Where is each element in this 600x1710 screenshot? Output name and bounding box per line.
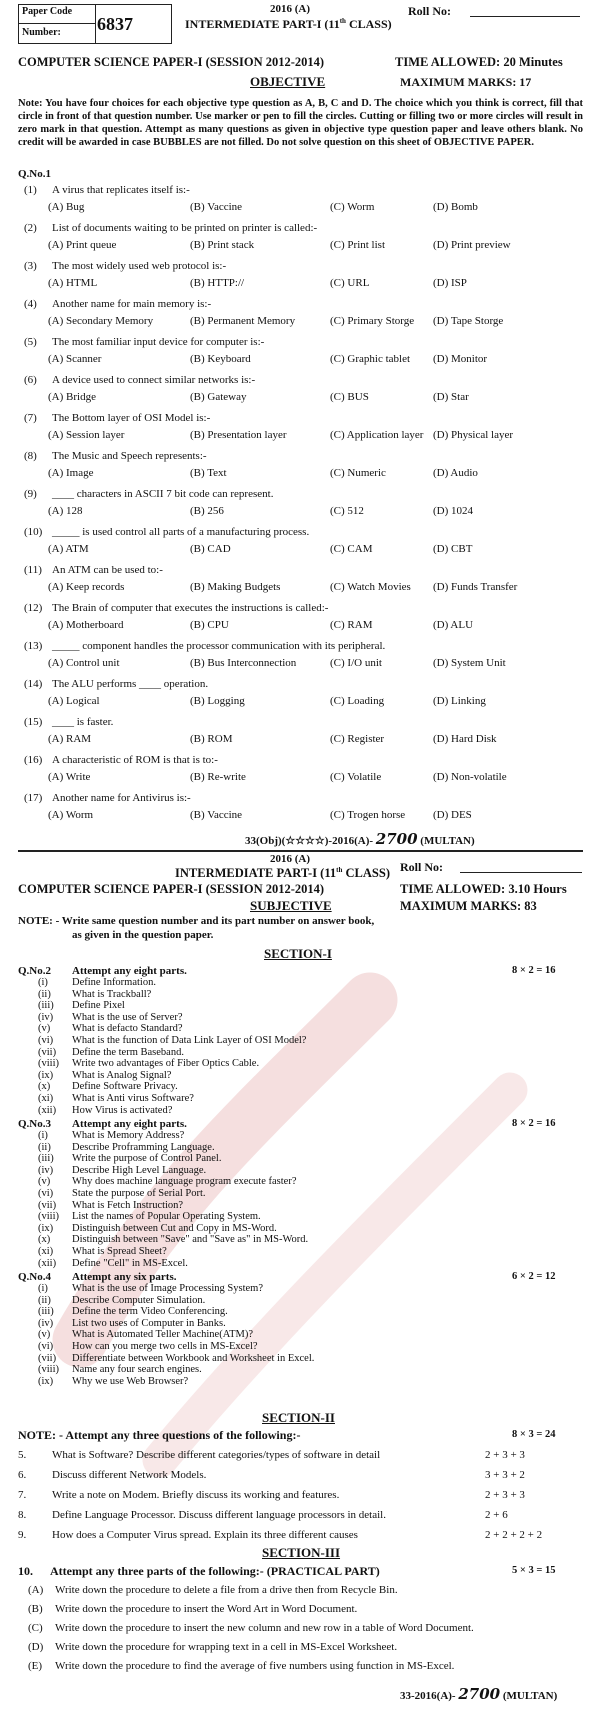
- part-text: Describe High Level Language.: [72, 1164, 207, 1176]
- part-number: (iii): [38, 1306, 54, 1318]
- practical-letter: (C): [28, 1622, 43, 1634]
- option-d: (D) CBT: [433, 543, 473, 555]
- practical-text: Write down the procedure to delete a file from a drive then from Recycle Bin.: [55, 1584, 398, 1596]
- question-text: A characteristic of ROM is that is to:-: [52, 754, 218, 766]
- question-number: (13): [24, 640, 43, 652]
- part-number: (vii): [38, 1046, 57, 1058]
- option-d: (D) Bomb: [433, 201, 478, 213]
- question-number: (2): [24, 222, 37, 234]
- part-text: List two uses of Computer in Banks.: [72, 1317, 226, 1329]
- part-number: (viii): [38, 1058, 59, 1070]
- option-d: (D) Star: [433, 391, 469, 403]
- option-a: (A) Secondary Memory: [48, 315, 154, 327]
- part-number: (iii): [38, 1153, 54, 1165]
- footer-city: (MULTAN): [420, 835, 475, 847]
- option-b: (B) Gateway: [190, 391, 247, 403]
- long-marks: 2 + 2 + 2 + 2: [485, 1529, 543, 1541]
- footer-city: (MULTAN): [502, 1690, 558, 1702]
- question-instruction: Attempt any eight parts.: [72, 1118, 187, 1130]
- part-text: Distinguish between "Save" and "Save as" in MS-Word.: [72, 1234, 309, 1246]
- option-d: (D) DES: [433, 809, 472, 821]
- question-text: The ALU performs ____ operation.: [52, 678, 209, 690]
- option-a: (A) Image: [48, 467, 94, 479]
- part-text: List the names of Popular Operating System.: [72, 1211, 261, 1223]
- exam-year: 2016 (A): [270, 3, 311, 15]
- option-b: (B) CPU: [190, 619, 229, 631]
- subjective-note: NOTE: - Write same question number and its part number on answer book,: [18, 915, 375, 927]
- option-c: (C) RAM: [330, 619, 373, 631]
- part-number: (v): [38, 1176, 51, 1188]
- option-c: (C) Loading: [330, 695, 385, 707]
- q10-instruction: Attempt any three parts of the following:- (PRACTICAL PART): [50, 1564, 380, 1578]
- practical-letter: (A): [28, 1584, 44, 1596]
- part-number: (ix): [38, 1375, 54, 1387]
- option-d: (D) ISP: [433, 277, 467, 289]
- subjective-max-marks: MAXIMUM MARKS: 83: [400, 899, 537, 913]
- question-number: (17): [24, 792, 43, 804]
- option-a: (A) HTML: [48, 277, 98, 289]
- question-text: _____ is used control all parts of a manufacturing process.: [52, 526, 310, 538]
- part-number: (iv): [38, 1164, 54, 1176]
- part-text: What is Automated Teller Machine(ATM)?: [72, 1329, 254, 1341]
- part-number: (ii): [38, 1294, 51, 1306]
- question-number: (5): [24, 336, 37, 348]
- part-number: (v): [38, 1023, 51, 1035]
- option-a: (A) ATM: [48, 543, 89, 555]
- option-a: (A) Write: [48, 771, 91, 783]
- option-a: (A) Control unit: [48, 657, 120, 669]
- part-number: (vi): [38, 1341, 54, 1352]
- part-number: (vi): [38, 1035, 54, 1046]
- subjective-roll-no: Roll No:: [400, 860, 443, 874]
- option-b: (B) Making Budgets: [190, 581, 281, 593]
- option-b: (B) Vaccine: [190, 201, 243, 213]
- option-b: (B) 256: [190, 505, 224, 517]
- option-d: (D) ALU: [433, 619, 474, 631]
- part-number: (ix): [38, 1222, 54, 1234]
- question-number: (1): [24, 184, 37, 196]
- subjective-subject: COMPUTER SCIENCE PAPER-I (SESSION 2012-2014): [18, 882, 325, 896]
- option-d: (D) Print preview: [433, 239, 511, 251]
- question-label: Q.No.3: [18, 1118, 51, 1130]
- part-text: What is Spread Sheet?: [72, 1246, 167, 1257]
- footer-code: 33-2016(A)-: [400, 1690, 456, 1702]
- long-marks: 2 + 6: [485, 1509, 508, 1521]
- option-b: (B) Keyboard: [190, 353, 251, 365]
- long-marks: 2 + 3 + 3: [485, 1489, 525, 1501]
- part-number: (xi): [38, 1246, 54, 1257]
- part-text: What is the function of Data Link Layer of OSI Model?: [72, 1035, 307, 1046]
- option-a: (A) Bridge: [48, 391, 96, 403]
- part-number: (xii): [38, 1257, 57, 1269]
- question-text: A device used to connect similar networks is:-: [52, 374, 256, 386]
- option-d: (D) Tape Storge: [433, 315, 504, 327]
- practical-text: Write down the procedure for wrapping text in a cell in MS-Excel Worksheet.: [55, 1641, 398, 1653]
- qno1-label: Q.No.1: [18, 168, 51, 180]
- section-2-heading: SECTION-II: [262, 1410, 335, 1425]
- question-number: (7): [24, 412, 37, 424]
- objective-time: TIME ALLOWED: 20 Minutes: [395, 55, 563, 69]
- question-text: Another name for main memory is:-: [52, 298, 212, 310]
- question-number: (11): [24, 564, 42, 576]
- part-text: What is the use of Server?: [72, 1011, 183, 1023]
- question-text: ____ characters in ASCII 7 bit code can represent.: [52, 488, 274, 500]
- option-b: (B) CAD: [190, 543, 231, 555]
- option-c: (C) Trogen horse: [330, 809, 406, 821]
- exam-class: INTERMEDIATE PART-I (11th CLASS): [185, 17, 392, 31]
- divider: [19, 23, 95, 24]
- part-text: Define Pixel: [72, 1000, 125, 1012]
- option-b: (B) Text: [190, 467, 227, 479]
- question-number: (16): [24, 754, 43, 766]
- section-2-marks: 8 × 3 = 24: [512, 1429, 556, 1440]
- option-c: (C) I/O unit: [330, 657, 382, 669]
- part-text: Define the term Video Conferencing.: [72, 1306, 228, 1318]
- long-number: 9.: [18, 1529, 27, 1541]
- option-c: (C) URL: [330, 277, 370, 289]
- option-c: (C) Numeric: [330, 467, 386, 479]
- question-text: An ATM can be used to:-: [52, 564, 163, 576]
- long-text: What is Software? Describe different categories/types of software in detail: [52, 1449, 381, 1461]
- question-number: (14): [24, 678, 43, 690]
- divider: [18, 850, 583, 852]
- option-a: (A) Worm: [48, 809, 94, 821]
- option-a: (A) Print queue: [48, 239, 117, 251]
- part-text: Why we use Web Browser?: [72, 1375, 189, 1387]
- part-number: (viii): [38, 1211, 59, 1223]
- subjective-title: SUBJECTIVE: [250, 898, 332, 913]
- question-text: The Music and Speech represents:-: [52, 450, 207, 462]
- option-c: (C) 512: [330, 505, 364, 517]
- option-d: (D) Funds Transfer: [433, 581, 518, 593]
- question-label: Q.No.4: [18, 1271, 51, 1283]
- question-text: The Brain of computer that executes the instructions is called:-: [52, 602, 329, 614]
- number-label: Number:: [22, 27, 61, 38]
- roll-no-line: [470, 16, 580, 17]
- long-number: 7.: [18, 1489, 27, 1501]
- question-text: List of documents waiting to be printed on printer is called:-: [52, 222, 318, 234]
- part-text: What is Fetch Instruction?: [72, 1199, 184, 1211]
- question-text: ____ is faster.: [52, 716, 114, 728]
- section-1-heading: SECTION-I: [264, 946, 332, 961]
- part-text: Why does machine language program execute faster?: [72, 1176, 297, 1188]
- option-d: (D) Audio: [433, 467, 478, 479]
- footer-code: 33(Obj)(☆☆☆☆)-2016(A)-: [245, 835, 374, 847]
- long-text: Write a note on Modem. Briefly discuss its working and features.: [52, 1489, 340, 1501]
- practical-letter: (D): [28, 1641, 44, 1653]
- part-text: What is Analog Signal?: [72, 1069, 172, 1081]
- option-b: (B) Presentation layer: [190, 429, 287, 441]
- question-text: Another name for Antivirus is:-: [52, 792, 191, 804]
- option-a: (A) Bug: [48, 201, 85, 213]
- option-b: (B) Re-write: [190, 771, 246, 783]
- part-text: What is Trackball?: [72, 988, 152, 1000]
- question-text: The most familiar input device for computer is:-: [52, 336, 265, 348]
- part-text: Write two advantages of Fiber Optics Cable.: [72, 1058, 260, 1070]
- question-number: (10): [24, 526, 43, 538]
- option-c: (C) Print list: [330, 239, 386, 251]
- section-2-note: NOTE: - Attempt any three questions of the following:-: [18, 1428, 301, 1442]
- part-text: Distinguish between Cut and Copy in MS-Word.: [72, 1222, 277, 1234]
- part-number: (v): [38, 1329, 51, 1341]
- question-text: The Bottom layer of OSI Model is:-: [52, 412, 211, 424]
- part-number: (ix): [38, 1069, 54, 1081]
- part-text: Define the term Baseband.: [72, 1046, 184, 1058]
- practical-text: Write down the procedure to find the average of five numbers using function in MS-Excel.: [55, 1660, 455, 1672]
- option-d: (D) Hard Disk: [433, 733, 497, 745]
- long-number: 8.: [18, 1509, 27, 1521]
- part-text: Write the purpose of Control Panel.: [72, 1153, 222, 1165]
- long-marks: 3 + 3 + 2: [485, 1469, 525, 1481]
- paper-code-label: Paper Code: [22, 6, 73, 17]
- part-text: How Virus is activated?: [72, 1104, 173, 1116]
- part-text: Describe Computer Simulation.: [72, 1294, 206, 1306]
- q10-label: 10.: [18, 1564, 33, 1578]
- option-b: (B) HTTP://: [190, 277, 245, 289]
- part-text: What is defacto Standard?: [72, 1023, 183, 1035]
- section-3-heading: SECTION-III: [262, 1545, 341, 1560]
- option-a: (A) Logical: [48, 695, 100, 707]
- paper-code-value: 6837: [97, 14, 133, 34]
- part-number: (ii): [38, 1141, 51, 1153]
- objective-title: OBJECTIVE: [250, 74, 326, 89]
- option-a: (A) Session layer: [48, 429, 125, 441]
- part-number: (i): [38, 1283, 48, 1294]
- part-number: (x): [38, 1081, 51, 1093]
- long-marks: 2 + 3 + 3: [485, 1449, 525, 1461]
- part-number: (x): [38, 1234, 51, 1246]
- long-text: Define Language Processor. Discuss different language processors in detail.: [52, 1509, 386, 1521]
- part-number: (vii): [38, 1199, 57, 1211]
- question-text: A virus that replicates itself is:-: [52, 184, 190, 196]
- option-c: (C) BUS: [330, 391, 369, 403]
- part-text: How can you merge two cells in MS-Excel?: [72, 1341, 258, 1352]
- question-number: (9): [24, 488, 37, 500]
- part-text: What is Anti virus Software?: [72, 1093, 194, 1104]
- option-b: (B) Logging: [190, 695, 245, 707]
- question-instruction: Attempt any six parts.: [72, 1271, 177, 1283]
- part-number: (iii): [38, 1000, 54, 1012]
- option-a: (A) Scanner: [48, 353, 102, 365]
- subjective-note-2: as given in the question paper.: [72, 929, 214, 941]
- divider: [95, 5, 96, 43]
- long-number: 5.: [18, 1449, 27, 1461]
- option-c: (C) CAM: [330, 543, 373, 555]
- roll-no-line: [460, 872, 582, 873]
- long-text: Discuss different Network Models.: [52, 1469, 207, 1481]
- footer-count: 2700: [375, 830, 418, 848]
- objective-max-marks: MAXIMUM MARKS: 17: [400, 75, 532, 89]
- subjective-footer: [400, 1685, 557, 1703]
- footer-count: 2700: [458, 1685, 501, 1703]
- practical-letter: (E): [28, 1660, 43, 1672]
- option-c: (C) Volatile: [330, 771, 382, 783]
- paper-code-box: [18, 4, 172, 44]
- question-marks: 8 × 2 = 16: [512, 965, 556, 976]
- part-number: (iv): [38, 1011, 54, 1023]
- question-marks: 6 × 2 = 12: [512, 1271, 556, 1282]
- question-number: (12): [24, 602, 43, 614]
- option-c: (C) Graphic tablet: [330, 353, 411, 365]
- part-number: (viii): [38, 1364, 59, 1376]
- part-text: Define Software Privacy.: [72, 1081, 178, 1093]
- part-text: Describe Proframming Language.: [72, 1141, 215, 1153]
- part-number: (i): [38, 977, 48, 988]
- question-number: (15): [24, 716, 43, 728]
- option-b: (B) ROM: [190, 733, 233, 745]
- long-text: How does a Computer Virus spread. Explain its three different causes: [52, 1529, 358, 1541]
- option-d: (D) Physical layer: [433, 429, 514, 441]
- option-a: (A) Motherboard: [48, 619, 124, 631]
- subjective-class: INTERMEDIATE PART-I (11th CLASS): [175, 866, 390, 881]
- option-d: (D) System Unit: [433, 657, 506, 669]
- question-instruction: Attempt any eight parts.: [72, 965, 187, 977]
- part-text: Name any four search engines.: [72, 1364, 202, 1376]
- question-number: (8): [24, 450, 37, 462]
- practical-text: Write down the procedure to insert the Word Art in Word Document.: [55, 1603, 358, 1615]
- option-d: (D) Non-volatile: [433, 771, 507, 783]
- option-b: (B) Vaccine: [190, 809, 243, 821]
- part-text: Differentiate between Workbook and Worksheet in Excel.: [72, 1352, 315, 1364]
- option-c: (C) Application layer: [330, 429, 424, 441]
- part-number: (vi): [38, 1188, 54, 1199]
- practical-letter: (B): [28, 1603, 43, 1615]
- subjective-year: 2016 (A): [270, 853, 311, 865]
- option-a: (A) RAM: [48, 733, 92, 745]
- part-number: (ii): [38, 988, 51, 1000]
- option-d: (D) 1024: [433, 505, 474, 517]
- long-number: 6.: [18, 1469, 27, 1481]
- option-b: (B) Permanent Memory: [190, 315, 296, 327]
- option-a: (A) Keep records: [48, 581, 125, 593]
- question-number: (6): [24, 374, 37, 386]
- option-c: (C) Watch Movies: [330, 581, 411, 593]
- question-text: The most widely used web protocol is:-: [52, 260, 227, 272]
- part-text: What is the use of Image Processing System?: [72, 1283, 263, 1294]
- option-c: (C) Register: [330, 733, 385, 745]
- question-number: (3): [24, 260, 37, 272]
- part-text: What is Memory Address?: [72, 1130, 185, 1141]
- part-number: (xi): [38, 1093, 54, 1104]
- objective-footer: [245, 830, 475, 848]
- practical-text: Write down the procedure to insert the new column and new row in a table of Word Document.: [55, 1622, 474, 1634]
- q10-marks: 5 × 3 = 15: [512, 1565, 556, 1576]
- option-c: (C) Worm: [330, 201, 375, 213]
- part-number: (xii): [38, 1104, 57, 1116]
- option-b: (B) Print stack: [190, 239, 255, 251]
- option-b: (B) Bus Interconnection: [190, 657, 297, 669]
- question-marks: 8 × 2 = 16: [512, 1118, 556, 1129]
- option-a: (A) 128: [48, 505, 83, 517]
- part-text: Define "Cell" in MS-Excel.: [72, 1257, 188, 1269]
- option-d: (D) Monitor: [433, 353, 488, 365]
- part-text: Define Information.: [72, 977, 156, 988]
- option-c: (C) Primary Storge: [330, 315, 415, 327]
- part-number: (vii): [38, 1352, 57, 1364]
- objective-note: Note: You have four choices for each objective type question as A, B, C and D. The choice which you think is correct, fill that circle in front of that question number. Use marker or pen to fill the circles. Cutting or filling two or more circles will result in zero mark in that question. Attempt as many questions as given in objective type question paper and leave others blank. No credit will be awarded in case BUBBLES are not filled. Do not solve question on this sheet of OBJECTIVE PAPER.: [18, 98, 583, 149]
- question-number: (4): [24, 298, 37, 310]
- part-number: (i): [38, 1130, 48, 1141]
- subjective-time: TIME ALLOWED: 3.10 Hours: [400, 882, 567, 896]
- part-number: (iv): [38, 1317, 54, 1329]
- part-text: State the purpose of Serial Port.: [72, 1188, 206, 1199]
- objective-subject: COMPUTER SCIENCE PAPER-I (SESSION 2012-2014): [18, 55, 325, 69]
- roll-no-label: Roll No:: [408, 4, 451, 18]
- option-d: (D) Linking: [433, 695, 486, 707]
- question-label: Q.No.2: [18, 965, 51, 977]
- question-text: _____ component handles the processor communication with its peripheral.: [52, 640, 386, 652]
